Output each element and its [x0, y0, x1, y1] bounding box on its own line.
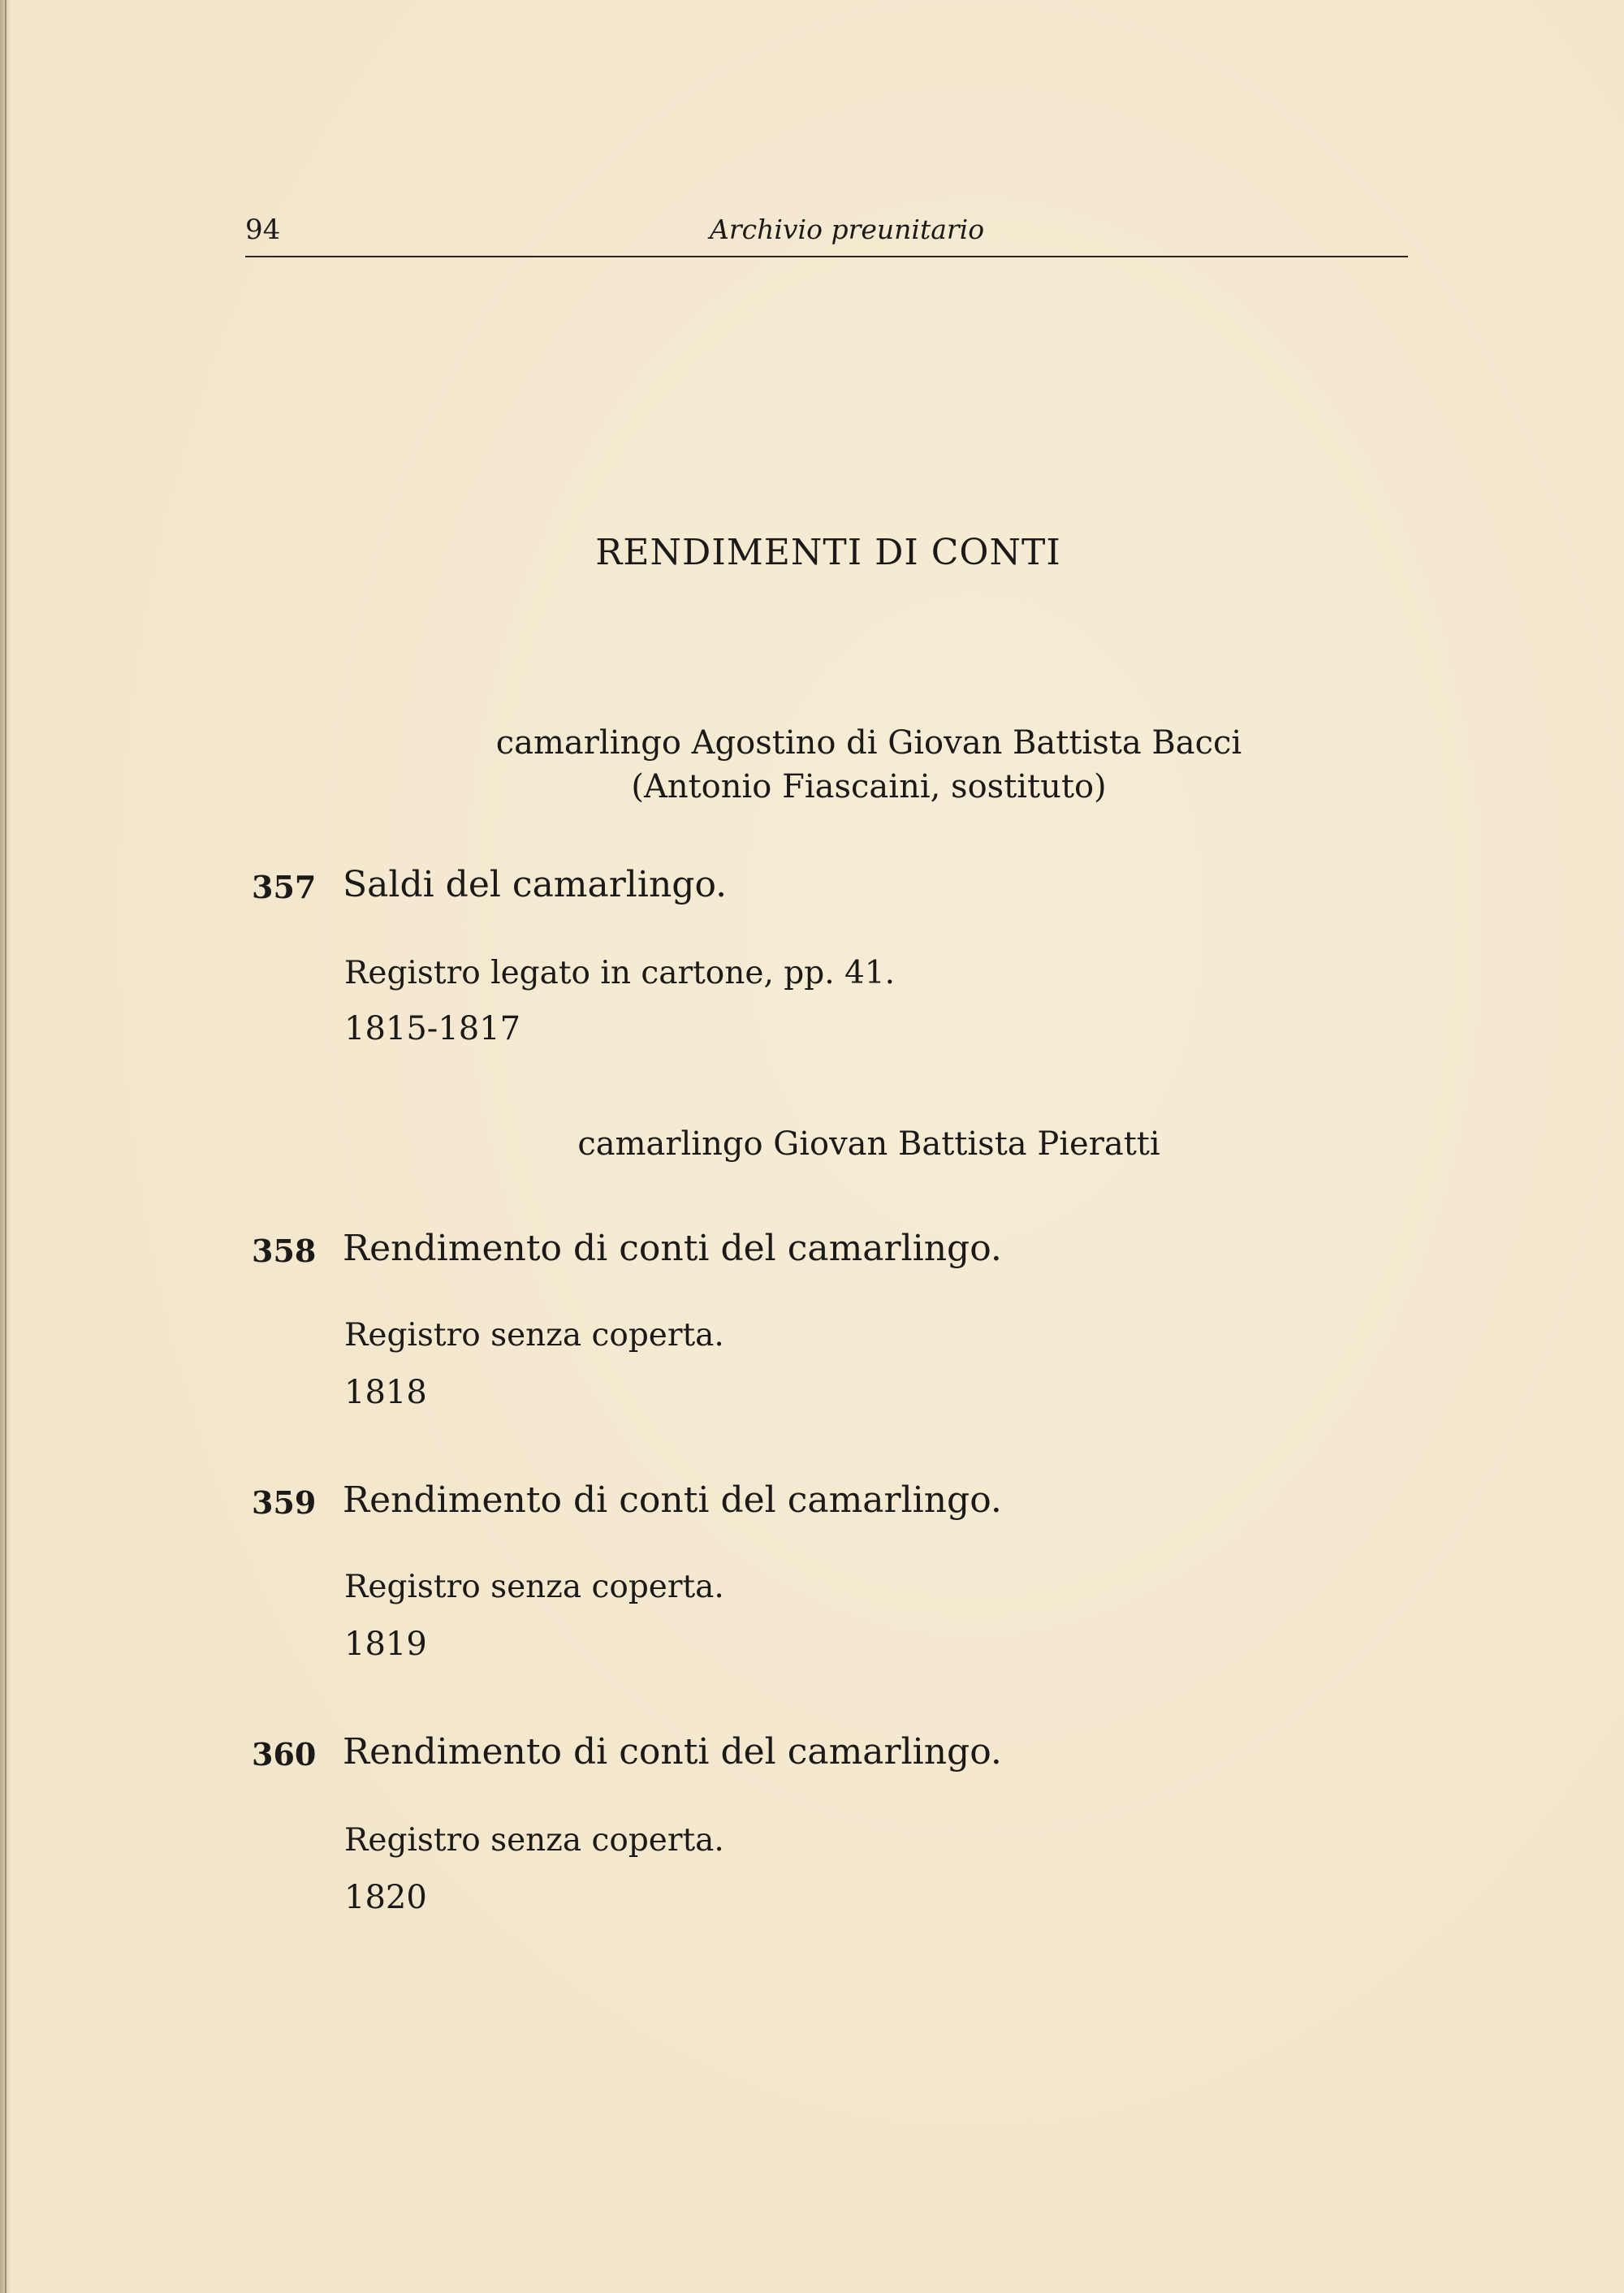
officer-name: camarlingo Agostino di Giovan Battista Bacci [495, 724, 1242, 762]
officer-heading-pieratti [455, 1122, 1283, 1166]
section-title: RENDIMENTI DI CONTI [595, 532, 1061, 573]
entry-title-359: Rendimento di conti del camarlingo. [343, 1479, 1002, 1521]
entry-number-360: 360 [252, 1736, 317, 1773]
entry-description-360: Registro senza coperta. [344, 1822, 724, 1859]
entry-title-358: Rendimento di conti del camarlingo. [343, 1228, 1002, 1269]
page-number: 94 [245, 214, 281, 246]
entry-title-357: Saldi del camarlingo. [343, 864, 728, 905]
entry-description-358: Registro senza coperta. [344, 1317, 724, 1354]
officer-substitute: (Antonio Fiascaini, sostituto) [631, 768, 1107, 805]
officer-name: camarlingo Giovan Battista Pieratti [577, 1125, 1160, 1163]
running-head [245, 207, 1408, 257]
running-title: Archivio preunitario [710, 214, 985, 245]
spine-line [5, 0, 6, 2293]
entry-date-360: 1820 [344, 1879, 427, 1916]
entry-number-359: 359 [252, 1484, 317, 1521]
entry-title-360: Rendimento di conti del camarlingo. [343, 1731, 1002, 1773]
entry-description-359: Registro senza coperta. [344, 1569, 724, 1605]
entry-date-359: 1819 [344, 1626, 427, 1663]
entry-number-357: 357 [252, 869, 317, 905]
entry-date-358: 1818 [344, 1374, 427, 1411]
entry-number-358: 358 [252, 1233, 317, 1269]
entry-description-357: Registro legato in cartone, pp. 41. [344, 955, 896, 991]
officer-heading-bacci [455, 721, 1283, 809]
entry-date-357: 1815-1817 [344, 1010, 521, 1047]
